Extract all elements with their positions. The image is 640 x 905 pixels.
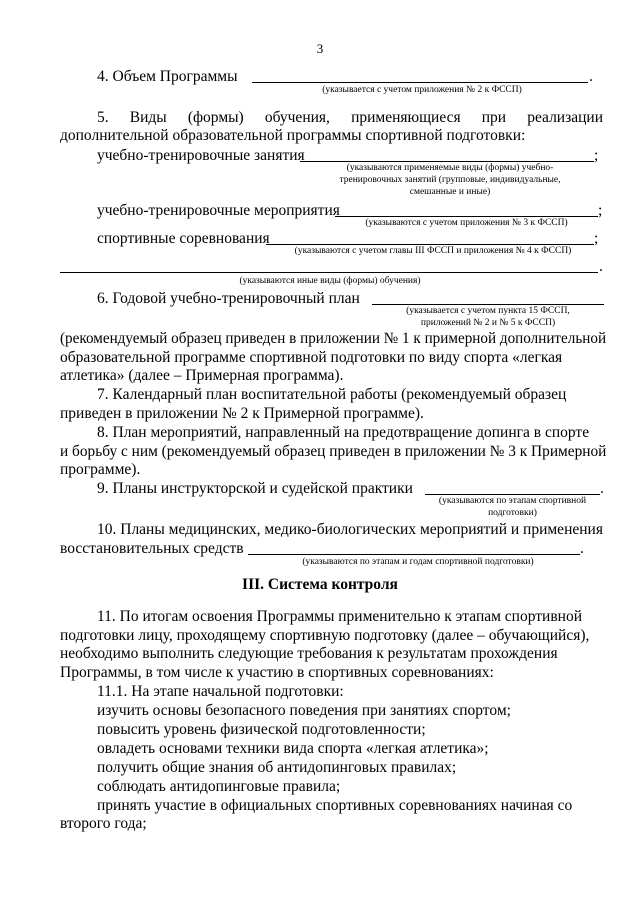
training-events-label: учебно-тренировочные мероприятия: [97, 202, 340, 219]
item5-line1: [97, 109, 603, 127]
item9-note-1: (указываются по этапам спортивной: [438, 496, 587, 506]
item4-note: (указывается с учетом приложения № 2 к ФССП): [322, 85, 522, 95]
item5-word: 5.: [97, 109, 109, 126]
item11-text-1: 11. По итогам освоения Программы применительно к этапам спортивной: [97, 608, 583, 625]
training-sessions-label: учебно-тренировочные занятия: [97, 147, 305, 164]
item6-text-3: атлетика» (далее – Примерная программа).: [60, 367, 344, 384]
item10-note: (указываются по этапам и годам спортивной подготовки): [302, 557, 534, 567]
page-number: 3: [316, 41, 324, 56]
training-sessions-note-1: (указываются применяемые виды (формы) учебно-: [346, 163, 554, 173]
item10-end: .: [580, 540, 584, 557]
list-item: принять участие в официальных спортивных соревнованиях начиная со: [97, 797, 573, 814]
training-events-end: ;: [598, 202, 603, 219]
training-sessions-end: ;: [594, 147, 599, 164]
item4-end: .: [589, 68, 593, 85]
list-item: получить общие знания об антидопинговых правилах;: [97, 759, 457, 776]
list-item: повысить уровень физической подготовленности;: [97, 721, 426, 738]
item9-note-2: подготовки): [488, 508, 537, 518]
item9-label: 9. Планы инструкторской и судейской практики: [97, 480, 413, 497]
training-events-note: (указываются с учетом приложения № 3 к ФССП): [365, 218, 568, 228]
item10-text-1: 10. Планы медицинских, медико-биологических мероприятий и применения: [97, 521, 603, 538]
item6-note-1: (указывается с учетом пункта 15 ФССП,: [406, 306, 570, 316]
other-forms-end: .: [599, 258, 603, 275]
item5-word: (формы): [187, 109, 244, 126]
item11-text-3: необходимо выполнить следующие требования к результатам прохождения: [60, 645, 558, 662]
item5-word: применяющиеся: [351, 109, 461, 126]
item11-text-4: Программы, в том числе к участию в спортивных соревнованиях:: [60, 664, 494, 681]
section-title: III. Система контроля: [242, 576, 398, 593]
item11-text-2: подготовки лицу, проходящему спортивную подготовку (далее – обучающийся),: [60, 627, 590, 644]
training-sessions-note-3: смешанные и иные): [409, 187, 491, 197]
item9-end: .: [600, 480, 604, 497]
item6-text-2: образовательной программе спортивной подготовки по виду спорта «легкая: [60, 349, 563, 366]
other-forms-fill-line: [60, 272, 598, 273]
item11-subtitle: 11.1. На этапе начальной подготовки:: [97, 683, 344, 700]
item4-label: 4. Объем Программы: [97, 68, 238, 85]
item10-fill-line: [248, 554, 580, 555]
other-forms-note: (указываются иные виды (формы) обучения): [239, 276, 421, 286]
competitions-end: ;: [594, 230, 599, 247]
item5-line2: дополнительной образовательной программы спортивной подготовки:: [60, 127, 526, 144]
item10-label: восстановительных средств: [60, 540, 244, 557]
item5-word: реализации: [527, 109, 603, 126]
item6-text-1: (рекомендуемый образец приведен в приложении № 1 к примерной дополнительной: [60, 330, 607, 347]
item6-label: 6. Годовой учебно-тренировочный план: [97, 290, 360, 307]
competitions-label: спортивные соревнования: [97, 230, 270, 247]
list-item-continuation: второго года;: [60, 815, 147, 832]
item5-word: Виды: [129, 109, 167, 126]
item7-text-2: приведен в приложении № 2 к Примерной программе).: [60, 405, 424, 422]
item5-word: обучения,: [264, 109, 330, 126]
training-sessions-note-2: тренировочных занятий (групповые, индивидуальные,: [339, 175, 561, 185]
item8-text-2: и борьбу с ним (рекомендуемый образец приведен в приложении № 3 к Примерной: [60, 443, 607, 460]
list-item: изучить основы безопасного поведения при занятиях спортом;: [97, 702, 511, 719]
item8-text-1: 8. План мероприятий, направленный на предотвращение допинга в спорте: [97, 424, 590, 441]
item7-text-1: 7. Календарный план воспитательной работы (рекомендуемый образец: [97, 386, 567, 403]
item8-text-3: программе).: [60, 461, 141, 478]
competitions-note: (указываются с учетом главы III ФССП и приложения № 4 к ФССП): [294, 246, 572, 256]
list-item: овладеть основами техники вида спорта «легкая атлетика»;: [97, 740, 489, 757]
item5-word: при: [481, 109, 507, 126]
item4-fill-line: [252, 82, 588, 83]
item6-note-2: приложений № 2 и № 5 к ФССП): [420, 318, 556, 328]
list-item: соблюдать антидопинговые правила;: [97, 778, 341, 795]
